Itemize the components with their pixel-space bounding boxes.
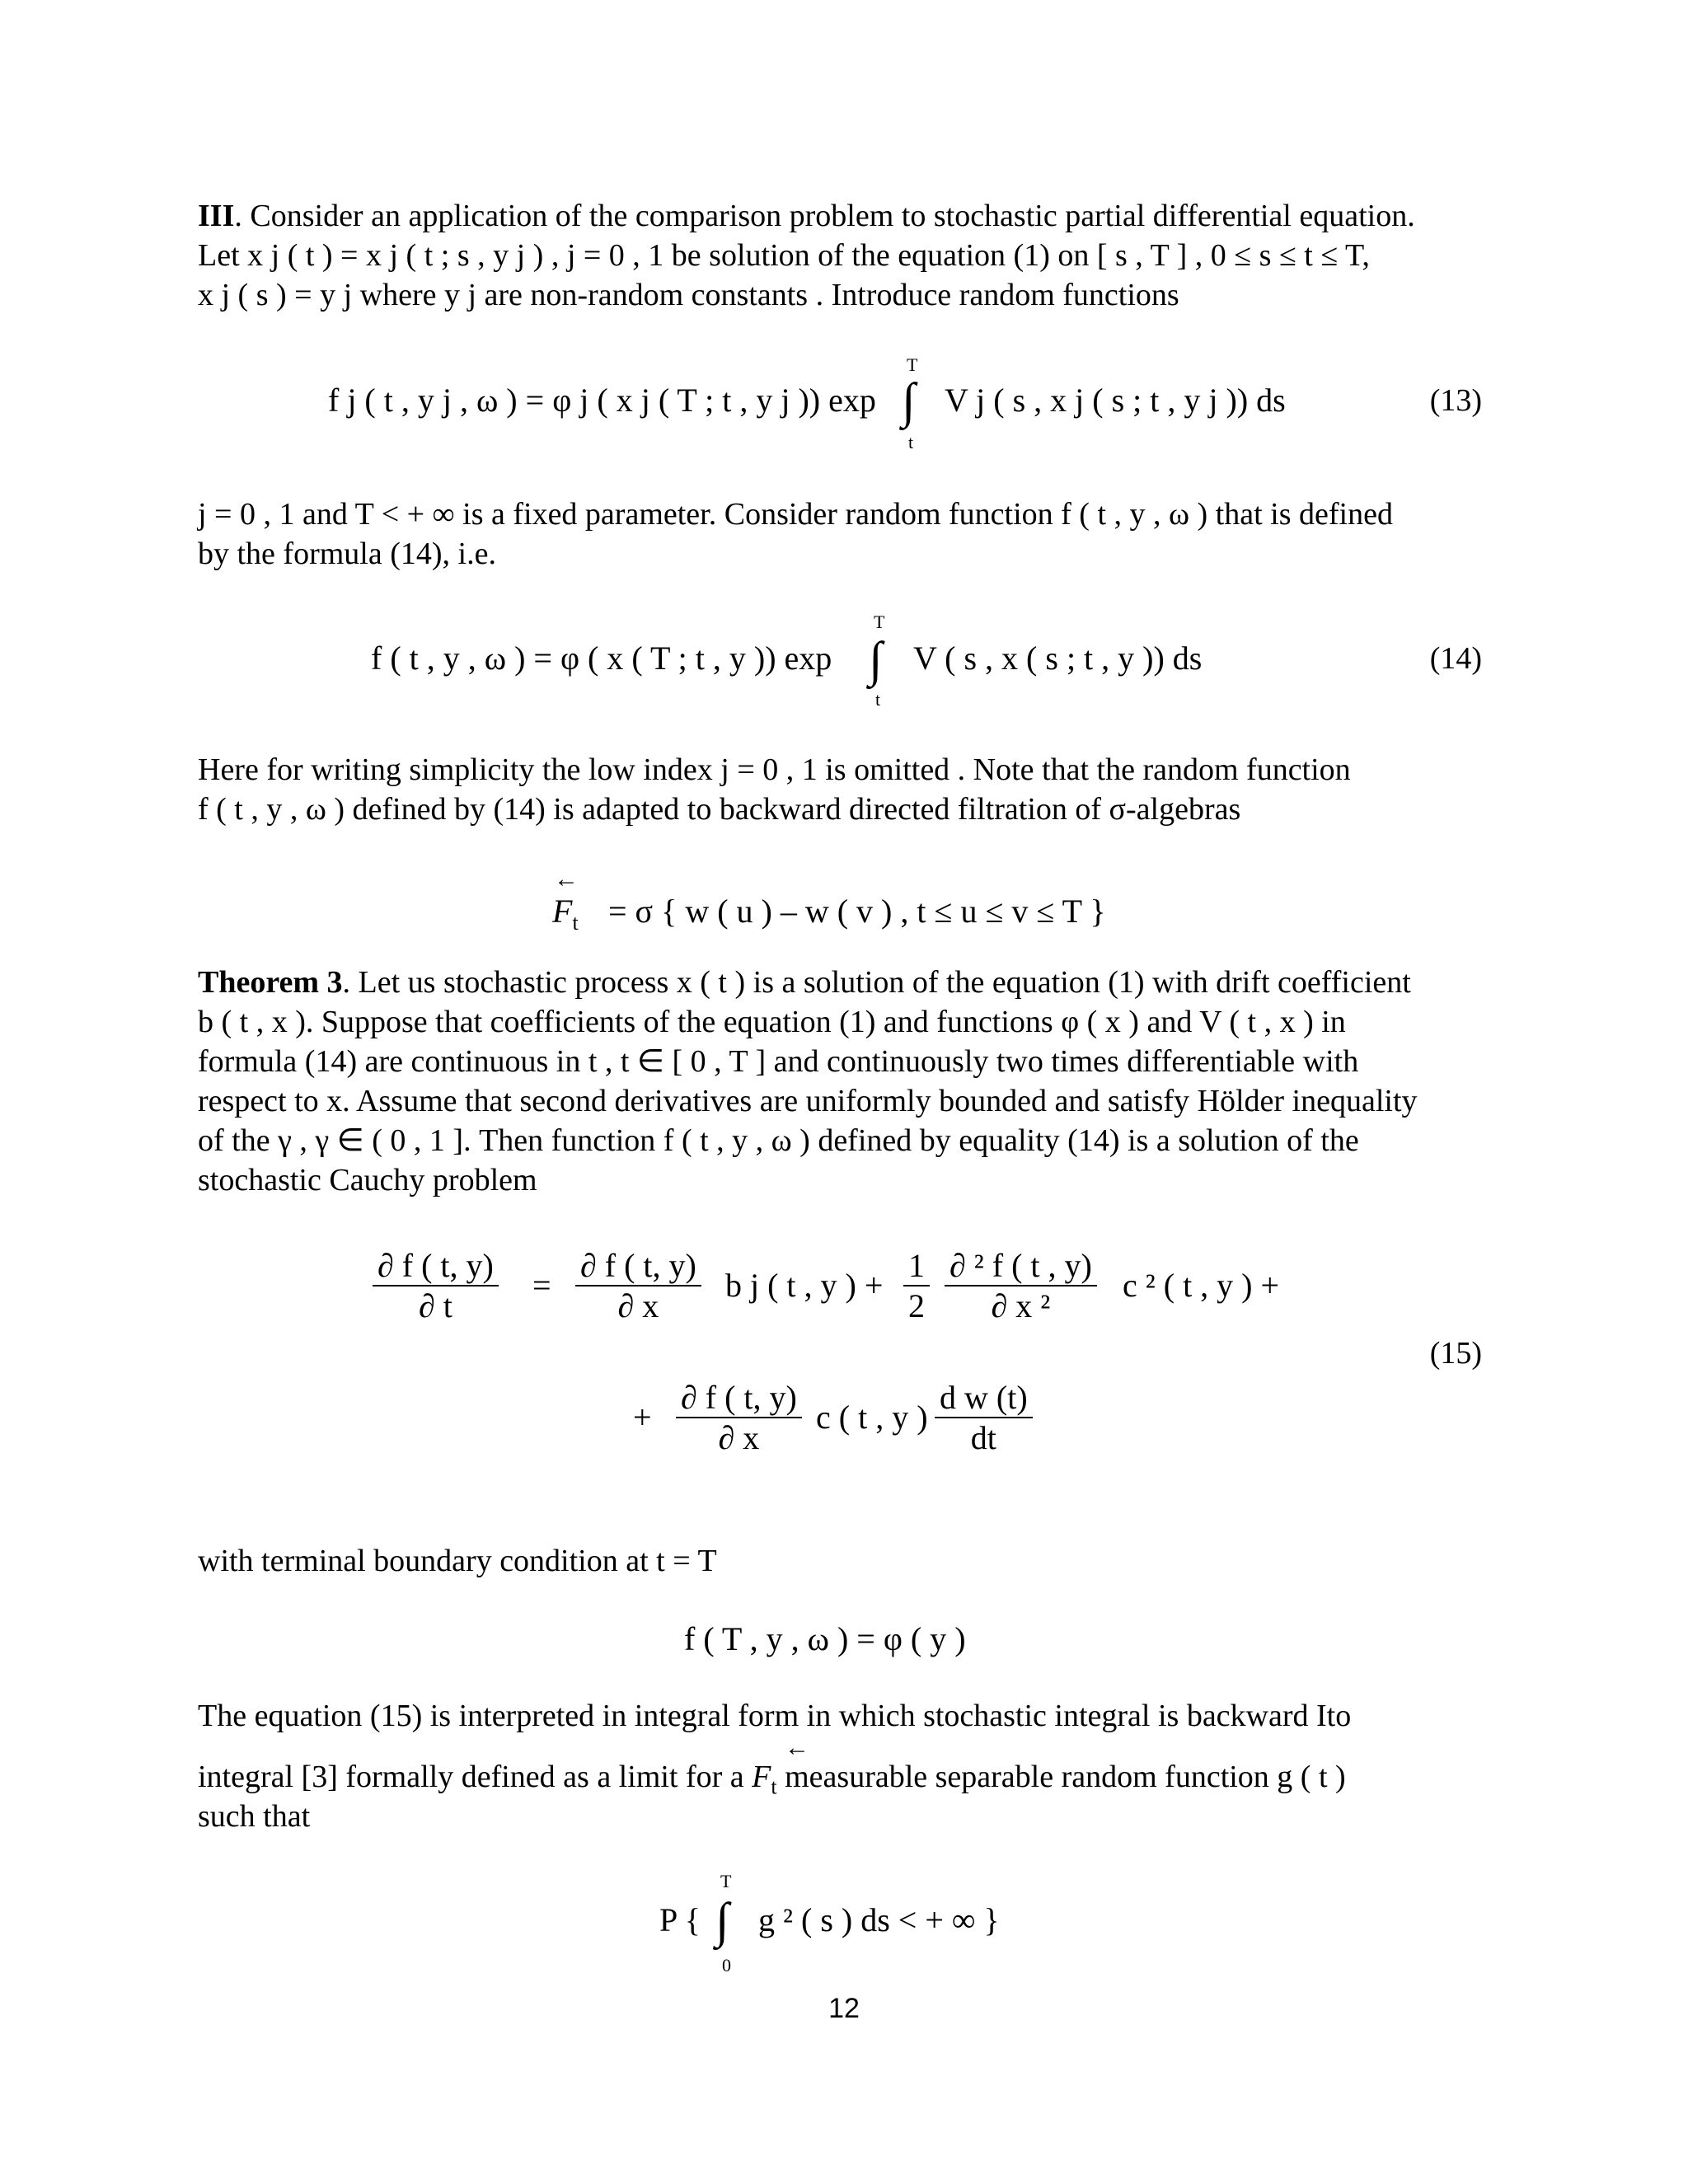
fraction-denominator: 2 bbox=[903, 1285, 930, 1325]
fraction-denominator: ∂ t bbox=[373, 1285, 499, 1325]
equation-15-drift-term: b j ( t , y ) + bbox=[725, 1267, 884, 1304]
paragraph-filtration bbox=[198, 750, 1500, 829]
paragraph-fixed-parameter bbox=[198, 494, 1500, 574]
fraction-one-half bbox=[903, 1246, 930, 1325]
fraction-numerator: d w (t) bbox=[940, 1379, 1028, 1416]
backward-arrow-icon: ← bbox=[785, 1734, 809, 1761]
fraction-denominator: ∂ x ² bbox=[945, 1285, 1097, 1325]
fraction-df-dt bbox=[373, 1246, 499, 1325]
equation-15-plus: + bbox=[633, 1399, 652, 1436]
intro-line-3: x j ( s ) = y j where y j are non-random constants . Introduce random functions bbox=[198, 278, 1179, 312]
paragraph-5-line-1-wrap bbox=[198, 1696, 1500, 1736]
fraction-numerator: ∂ f ( t, y) bbox=[377, 1247, 494, 1284]
equation-15-equals: = bbox=[532, 1267, 551, 1304]
filtration-F: F bbox=[752, 1760, 771, 1794]
fraction-numerator: 1 bbox=[908, 1247, 925, 1284]
equation-probability-lhs: P { bbox=[659, 1901, 701, 1938]
fraction-d2f-dx2 bbox=[945, 1246, 1097, 1325]
fraction-df-dx-2 bbox=[676, 1378, 802, 1457]
integral-sign-icon: ∫ bbox=[902, 373, 916, 428]
theorem-line-1: . Let us stochastic process x ( t ) is a solution of the equation (1) with drift coefficient bbox=[342, 965, 1411, 1000]
theorem-line-3: formula (14) are continuous in t , t ∈ [ 0 , T ] and continuously two times differentiable with bbox=[198, 1044, 1359, 1079]
equation-15-noise-term: c ( t , y ) bbox=[816, 1399, 928, 1436]
filtration-symbol bbox=[552, 892, 579, 935]
filtration-rhs: = σ { w ( u ) – w ( v ) , t ≤ u ≤ v ≤ T } bbox=[608, 893, 1106, 930]
equation-13-lower-limit: t bbox=[908, 432, 914, 452]
fraction-denominator: ∂ x bbox=[575, 1285, 701, 1325]
theorem-label: Theorem 3 bbox=[198, 965, 343, 1000]
paragraph-5-line-2-wrap bbox=[198, 1757, 1500, 1836]
equation-probability-lower-limit: 0 bbox=[722, 1955, 731, 1975]
fraction-denominator: dt bbox=[935, 1417, 1033, 1457]
intro-line-2: Let x j ( t ) = x j ( t ; s , y j ) , j = 0 , 1 be solution of the equation (1) on [ s , T ] , 0 ≤ s ≤ t ≤ T, bbox=[198, 238, 1370, 273]
equation-14-lower-limit: t bbox=[875, 689, 881, 710]
section-label: III bbox=[198, 199, 235, 233]
paragraph-3-line-1: Here for writing simplicity the low index j = 0 , 1 is omitted . Note that the random function bbox=[198, 752, 1351, 787]
paragraph-intro bbox=[198, 196, 1500, 315]
fraction-numerator: ∂ ² f ( t , y) bbox=[950, 1247, 1092, 1284]
theorem-line-6: stochastic Cauchy problem bbox=[198, 1163, 537, 1197]
paragraph-5-line-2a: integral [3] formally defined as a limit for a bbox=[198, 1760, 744, 1794]
theorem-line-4: respect to x. Assume that second derivatives are uniformly bounded and satisfy Hölder inequality bbox=[198, 1084, 1418, 1118]
equation-15-number: (15) bbox=[1429, 1336, 1482, 1371]
theorem-3 bbox=[198, 963, 1500, 1200]
equation-13-number: (13) bbox=[1429, 383, 1482, 418]
intro-line-1: . Consider an application of the comparison problem to stochastic partial differential equation. bbox=[234, 199, 1415, 233]
paragraph-5-line-3: such that bbox=[198, 1799, 311, 1834]
paragraph-2-line-1: j = 0 , 1 and T < + ∞ is a fixed parameter. Consider random function f ( t , y , ω ) that is defined bbox=[198, 497, 1393, 532]
equation-probability-upper-limit: T bbox=[720, 1871, 732, 1891]
fraction-numerator: ∂ f ( t, y) bbox=[681, 1379, 797, 1416]
equation-14-lhs: f ( t , y , ω ) = φ ( x ( T ; t , y )) exp bbox=[371, 640, 832, 677]
paragraph-5-line-2b: measurable separable random function g ( t ) bbox=[785, 1760, 1346, 1794]
equation-15-diffusion-term: c ² ( t , y ) + bbox=[1123, 1267, 1280, 1304]
fraction-df-dx bbox=[575, 1246, 701, 1325]
fraction-numerator: ∂ f ( t, y) bbox=[580, 1247, 696, 1284]
backward-arrow-icon: ← bbox=[554, 865, 579, 893]
equation-13-upper-limit: T bbox=[907, 354, 918, 375]
integral-sign-icon: ∫ bbox=[869, 632, 883, 687]
equation-14-upper-limit: T bbox=[874, 612, 885, 632]
equation-14-integrand: V ( s , x ( s ; t , y )) ds bbox=[913, 640, 1203, 677]
paragraph-terminal-condition bbox=[198, 1541, 1500, 1581]
equation-probability-integrand: g ² ( s ) ds < + ∞ } bbox=[758, 1901, 1000, 1938]
equation-13-lhs: f j ( t , y j , ω ) = φ j ( x j ( T ; t , y j )) exp bbox=[328, 382, 876, 419]
equation-terminal-condition: f ( T , y , ω ) = φ ( y ) bbox=[684, 1620, 966, 1657]
integral-sign-icon: ∫ bbox=[715, 1893, 729, 1947]
paragraph-4-line-1: with terminal boundary condition at t = T bbox=[198, 1544, 717, 1578]
filtration-subscript: t bbox=[572, 911, 579, 935]
theorem-line-2: b ( t , x ). Suppose that coefficients of the equation (1) and functions φ ( x ) and V ( t , x ) in bbox=[198, 1005, 1346, 1039]
fraction-denominator: ∂ x bbox=[676, 1417, 802, 1457]
page-number: 12 bbox=[828, 1993, 860, 2024]
equation-13-integrand: V j ( s , x j ( s ; t , y j )) ds bbox=[945, 382, 1286, 419]
paragraph-5-line-1: The equation (15) is interpreted in integral form in which stochastic integral is backward Ito bbox=[198, 1699, 1352, 1733]
filtration-F: F bbox=[552, 893, 573, 930]
theorem-line-5: of the γ , γ ∈ ( 0 , 1 ]. Then function f ( t , y , ω ) defined by equality (14) is a solution of the bbox=[198, 1123, 1359, 1158]
paragraph-3-line-2: f ( t , y , ω ) defined by (14) is adapted to backward directed filtration of σ-algebras bbox=[198, 792, 1241, 827]
equation-14-number: (14) bbox=[1429, 641, 1482, 676]
fraction-dw-dt bbox=[935, 1378, 1033, 1457]
filtration-subscript: t bbox=[771, 1774, 777, 1799]
paragraph-2-line-2: by the formula (14), i.e. bbox=[198, 537, 496, 571]
